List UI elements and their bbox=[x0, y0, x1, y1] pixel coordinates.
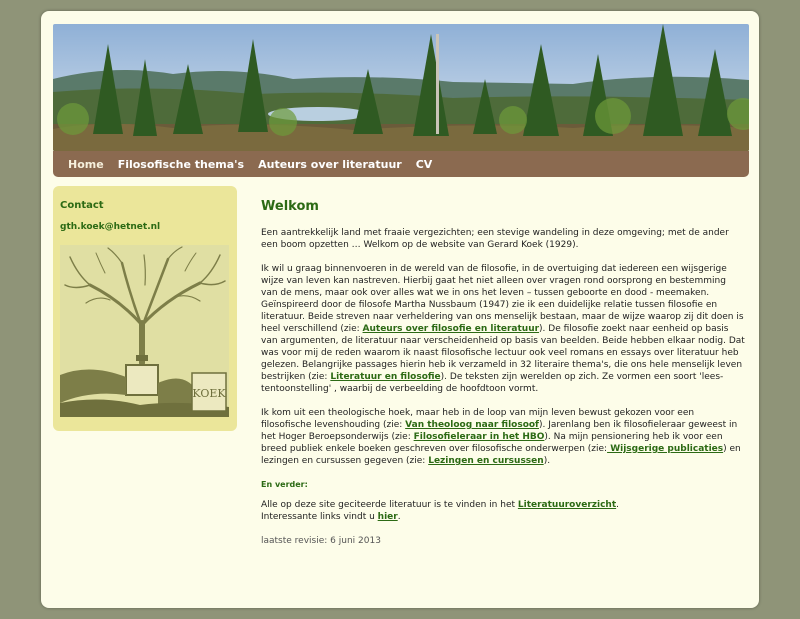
subheading-en-verder: En verder: bbox=[261, 480, 308, 489]
text-segment: Ik wil u graag binnenvoeren in de wereld van de filosofie, in de overtuiging dat iedereen een wijsgerige wijze van leven kan nastreven. Hierbij gaat het niet alleen over vragen rond oorsprong en bestemming van de mens, maar ook over alles wat we in ons het leven – tussen geboorte en dood - meemaken. Geïnspireerd door de filosofe Martha Nussbaum (1947) zie ik een duidelijke relatie tussen filosofie en literatuur. Beide streven naar verheldering van ons menselijk bestaan, maar de wijze waarop zij dit doen is heel verschillend (zie: bbox=[261, 264, 744, 334]
logo-text: KOEK bbox=[192, 387, 226, 400]
sidebar bbox=[53, 186, 237, 431]
text-segment: ). Na mijn pensionering heb ik voor een breed publiek enkele boeken geschreven over filosofische onderwerpen (zie: bbox=[261, 432, 723, 454]
text-segment: ). De filosofie zoekt naar eenheid op basis van argumenten, de literatuur naar verscheidenheid op basis van beelden. Beide hebben elkaar nodig. Dat was voor mij de reden waarom ik naast filosofische lectuur ook veel romans en essays over literatuur heb gelezen. Belangrijke passages hierin heb ik verzameld in 32 literaire thema's, die ons hele menselijk leven bestrijken (zie: bbox=[261, 324, 745, 382]
contact-title: Contact bbox=[60, 200, 104, 211]
main-navigation bbox=[53, 151, 749, 177]
text-segment: Ik kom uit een theologische hoek, maar heb in de loop van mijn leven bewust gekozen voor een filosofische levenshouding (zie: bbox=[261, 408, 695, 430]
text-segment: ). bbox=[543, 456, 551, 466]
nav-item-home[interactable]: Home bbox=[68, 157, 104, 171]
link-van-theoloog-naar-filosoof[interactable]: Van theoloog naar filosoof bbox=[405, 420, 539, 430]
nav-item-filosofische-themas[interactable]: Filosofische thema's bbox=[117, 157, 245, 171]
link-hier[interactable]: hier bbox=[377, 512, 398, 522]
link-auteurs-over-filosofie[interactable]: Auteurs over filosofie en literatuur bbox=[362, 324, 540, 334]
link-filosofieleraar-hbo[interactable]: Filosofieleraar in het HBO bbox=[413, 432, 545, 442]
link-wijsgerige-publicaties[interactable]: Wijsgerige publicaties bbox=[607, 444, 724, 454]
paragraph-background bbox=[261, 407, 745, 467]
text-segment: ). Jarenlang ben ik filosofieleraar geweest in het Hoger Beroepsonderwijs (zie: bbox=[261, 420, 738, 442]
link-lezingen-en-cursussen[interactable]: Lezingen en cursussen bbox=[428, 456, 544, 466]
tree-logo-image bbox=[60, 245, 229, 417]
paragraph-more bbox=[261, 499, 745, 523]
nav-item-cv[interactable]: CV bbox=[415, 157, 433, 171]
header-banner-image bbox=[53, 24, 749, 151]
paragraph-intro: Een aantrekkelijk land met fraaie vergezichten; een stevige wandeling in deze omgeving; met de ander een boom opzetten … Welkom op de website van Gerard Koek (1929). bbox=[261, 228, 729, 250]
paragraph-philosophy bbox=[261, 263, 745, 395]
nav-item-auteurs-over-literatuur[interactable]: Auteurs over literatuur bbox=[258, 157, 402, 171]
text-segment: ). De teksten zijn werelden op zich. Ze vormen een soort 'lees-tentoonstelling' , waarbij de verbeelding de hoofdtoon vormt. bbox=[261, 372, 724, 394]
link-literatuur-en-filosofie[interactable]: Literatuur en filosofie bbox=[330, 372, 441, 382]
text-segment: . bbox=[616, 500, 620, 510]
revision-date: laatste revisie: 6 juni 2013 bbox=[261, 536, 381, 546]
text-segment: Interessante links vindt u bbox=[261, 512, 378, 522]
main-content bbox=[261, 199, 745, 559]
contact-email-link[interactable]: gth.koek@hetnet.nl bbox=[60, 222, 161, 232]
text-segment: ) en lezingen en cursussen gegeven (zie: bbox=[261, 444, 741, 466]
page-container bbox=[41, 11, 759, 608]
text-segment: Alle op deze site geciteerde literatuur is te vinden in het bbox=[261, 500, 518, 510]
link-literatuuroverzicht[interactable]: Literatuuroverzicht bbox=[517, 500, 617, 510]
text-segment: . bbox=[397, 512, 401, 522]
page-title: Welkom bbox=[261, 199, 319, 214]
